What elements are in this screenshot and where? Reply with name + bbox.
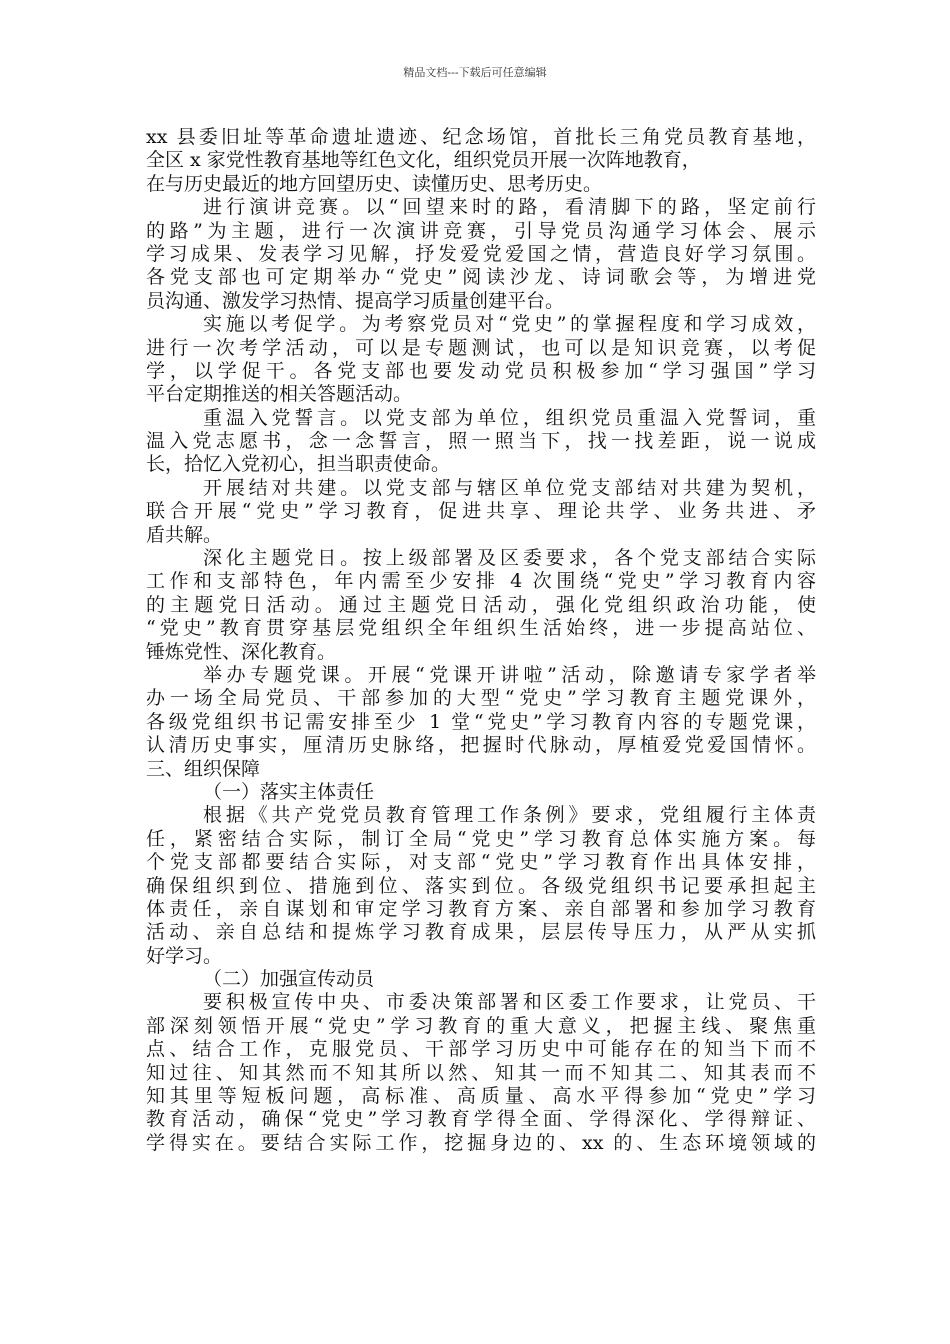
text-line: 锤炼党性、深化教育。 [146,640,337,663]
page-header: 精品文档---下载后可任意编辑 [403,66,547,79]
text-line: 知其里等短板问题，高标准、高质量、高水平得参加“党史”学习 [146,1085,816,1108]
text-line: 温入党志愿书，念一念誓言，照一照当下，找一找差距，说一说成 [146,430,816,453]
text-line: 员沟通、激发学习热情、提高学习质量创建平台。 [146,289,565,312]
text-line: 活动、亲自总结和提炼学习教育成果，层层传导压力，从严从实抓 [146,921,816,944]
text-line: 办一场全局党员、干部参加的大型“党史”学习教育主题党课外， [146,687,816,710]
text-line: （一）落实主体责任 [203,780,375,803]
text-line: 盾共解。 [146,523,223,546]
text-line: 点、结合工作，克服党员、干部学习历史中可能存在的知当下而不 [146,1038,816,1061]
text-line: 实施以考促学。为考察党员对“党史”的掌握程度和学习成效， [203,313,816,336]
text-line: 各党支部也可定期举办“党史”阅读沙龙、诗词歌会等，为增进党 [146,266,816,289]
text-line: 任，紧密结合实际，制订全局“党史”学习教育总体实施方案。每 [146,827,816,850]
text-line: 根据《共产党党员教育管理工作条例》要求，党组履行主体责 [203,804,816,827]
text-line: 举办专题党课。开展“党课开讲啦”活动，除邀请专家学者举 [203,663,816,686]
text-line: 学，以学促干。各党支部也要发动党员积极参加“学习强国”学习 [146,359,816,382]
text-line: xx 县委旧址等革命遗址遗迹、纪念场馆，首批长三角党员教育基地， [146,126,816,148]
text-line: 长，拾忆入党初心，担当职责使命。 [146,453,451,476]
text-line: 学得实在。要结合实际工作，挖掘身边的、xx 的、生态环境领域的 [146,1131,816,1154]
text-line: 个党支部都要结合实际，对支部“党史”学习教育作出具体安排， [146,851,816,874]
text-line: 知过往、知其然而不知其所以然、知其一而不知其二、知其表而不 [146,1061,816,1084]
text-line: 联合开展“党史”学习教育，促进共享、理论共学、业务共进、矛 [146,500,816,523]
text-line: 全区 x 家党性教育基地等红色文化，组织党员开展一次阵地教育， [146,149,701,172]
text-line: 的主题党日活动。通过主题党日活动，强化党组织政治功能，使 [146,593,816,616]
text-line: 工作和支部特色，年内需至少安排 4 次围绕“党史”学习教育内容 [146,570,816,593]
text-line: 平台定期推送的相关答题活动。 [146,383,413,406]
text-line: 的路”为主题，进行一次演讲竞赛，引导党员沟通学习体会、展示 [146,219,816,242]
text-line: 部深刻领悟开展“党史”学习教育的重大意义，把握主线、聚焦重 [146,1014,816,1037]
text-line: 在与历史最近的地方回望历史、读懂历史、思考历史。 [146,172,603,195]
text-line: 进行演讲竞赛。以“回望来时的路，看清脚下的路，坚定前行 [203,196,816,219]
text-line: 三、组织保障 [146,757,261,780]
text-line: 体责任，亲自谋划和审定学习教育方案、亲自部署和参加学习教育 [146,897,816,920]
text-line: 要积极宣传中央、市委决策部署和区委工作要求，让党员、干 [203,991,816,1014]
text-line: 进行一次考学活动，可以是专题测试，也可以是知识竞赛，以考促 [146,336,816,359]
document-body [146,126,816,1155]
text-line: 开展结对共建。以党支部与辖区单位党支部结对共建为契机， [203,476,816,499]
text-line: 确保组织到位、措施到位、落实到位。各级党组织书记要承担起主 [146,874,816,897]
text-line: “党史”教育贯穿基层党组织全年组织生活始终，进一步提高站位、 [146,617,816,640]
text-line: 好学习。 [146,944,223,967]
text-line: 重温入党誓言。以党支部为单位，组织党员重温入党誓词，重 [203,406,816,429]
text-line: 深化主题党日。按上级部署及区委要求，各个党支部结合实际 [203,547,816,570]
text-line: （二）加强宣传动员 [203,968,375,991]
text-line: 学习成果、发表学习见解，抒发爱党爱国之情，营造良好学习氛围。 [146,242,816,265]
text-line: 各级党组织书记需安排至少 1 堂“党史”学习教育内容的专题党课， [146,710,816,733]
text-line: 教育活动，确保“党史”学习教育学得全面、学得深化、学得辩证、 [146,1108,816,1131]
text-line: 认清历史事实，厘清历史脉络，把握时代脉动，厚植爱党爱国情怀。 [146,734,816,757]
